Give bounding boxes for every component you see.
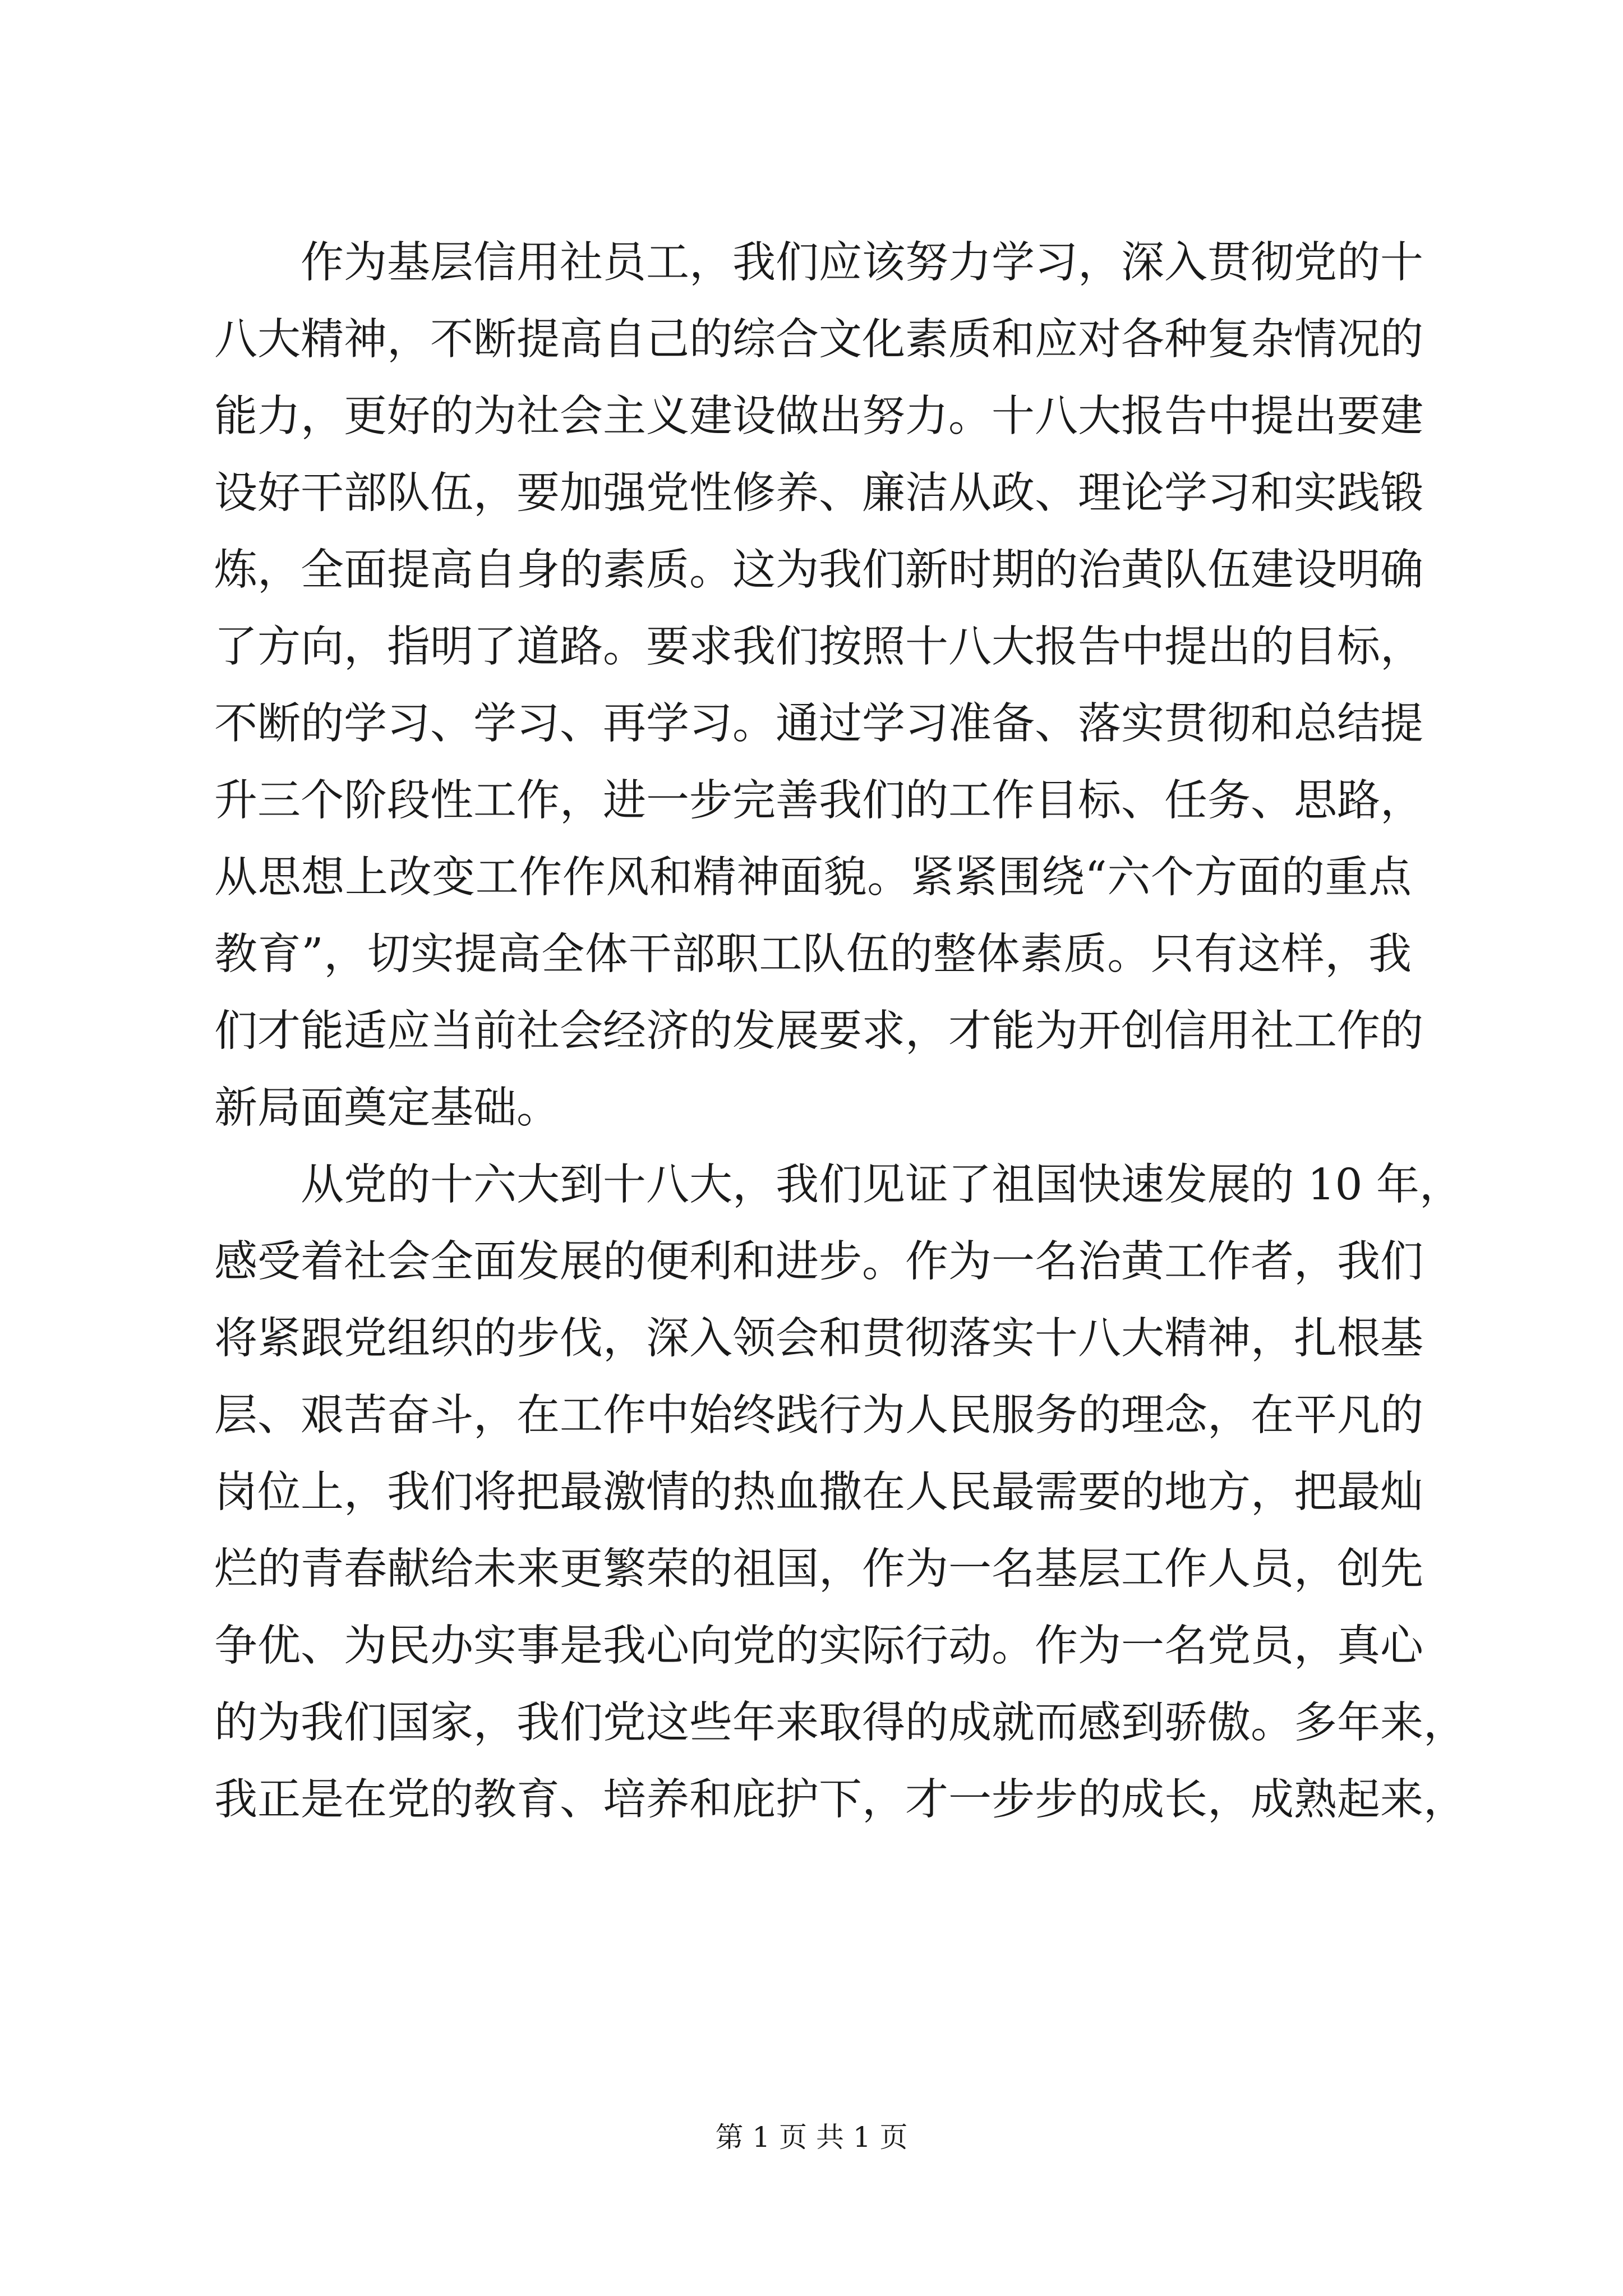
- paragraph-line: 设好干部队伍，要加强党性修养、廉洁从政、理论学习和实践锻: [214, 468, 1423, 518]
- paragraph-line: 的为我们国家，我们党这些年来取得的成就而感到骄傲。多年来，: [214, 1698, 1467, 1748]
- paragraph-line: 烂的青春献给未来更繁荣的祖国，作为一名基层工作人员，创先: [214, 1544, 1423, 1594]
- paragraph-1: [214, 224, 1423, 1147]
- paragraph-line: 炼，全面提高自身的素质。这为我们新时期的治黄队伍建设明确: [214, 545, 1423, 595]
- paragraph-line: 争优、为民办实事是我心向党的实际行动。作为一名党员，真心: [214, 1621, 1423, 1671]
- paragraph-line: 们才能适应当前社会经济的发展要求，才能为开创信用社工作的: [214, 1006, 1423, 1056]
- paragraph-line: 岗位上，我们将把最激情的热血撒在人民最需要的地方，把最灿: [214, 1467, 1423, 1517]
- paragraph-line: 新局面奠定基础。: [214, 1083, 560, 1133]
- page-number-label: 第 1 页 共 1 页: [715, 2121, 908, 2154]
- paragraph-line: 从党的十六大到十八大，我们见证了祖国快速发展的 10 年，: [301, 1160, 1463, 1210]
- paragraph-line: 从思想上改变工作作风和精神面貌。紧紧围绕“六个方面的重点: [214, 853, 1412, 903]
- paragraph-line: 不断的学习、学习、再学习。通过学习准备、落实贯彻和总结提: [214, 699, 1423, 749]
- paragraph-2: [214, 1147, 1467, 1838]
- paragraph-line: 层、艰苦奋斗，在工作中始终践行为人民服务的理念，在平凡的: [214, 1391, 1423, 1441]
- paragraph-line: 感受着社会全面发展的便利和进步。作为一名治黄工作者，我们: [214, 1237, 1423, 1287]
- paragraph-line: 作为基层信用社员工，我们应该努力学习，深入贯彻党的十: [301, 238, 1423, 288]
- paragraph-line: 教育”，切实提高全体干部职工队伍的整体素质。只有这样，我: [214, 930, 1412, 979]
- paragraph-line: 能力，更好的为社会主义建设做出努力。十八大报告中提出要建: [214, 392, 1423, 441]
- paragraph-line: 八大精神，不断提高自己的综合文化素质和应对各种复杂情况的: [214, 315, 1423, 365]
- paragraph-line: 了方向，指明了道路。要求我们按照十八大报告中提出的目标，: [214, 622, 1423, 672]
- paragraph-line: 我正是在党的教育、培养和庇护下，才一步步的成长，成熟起来，: [214, 1775, 1467, 1825]
- page-footer: [0, 2115, 1623, 2155]
- paragraph-line: 将紧跟党组织的步伐，深入领会和贯彻落实十八大精神，扎根基: [214, 1314, 1423, 1364]
- body-text: [214, 224, 1467, 1838]
- paragraph-line: 升三个阶段性工作，进一步完善我们的工作目标、任务、思路，: [214, 776, 1423, 826]
